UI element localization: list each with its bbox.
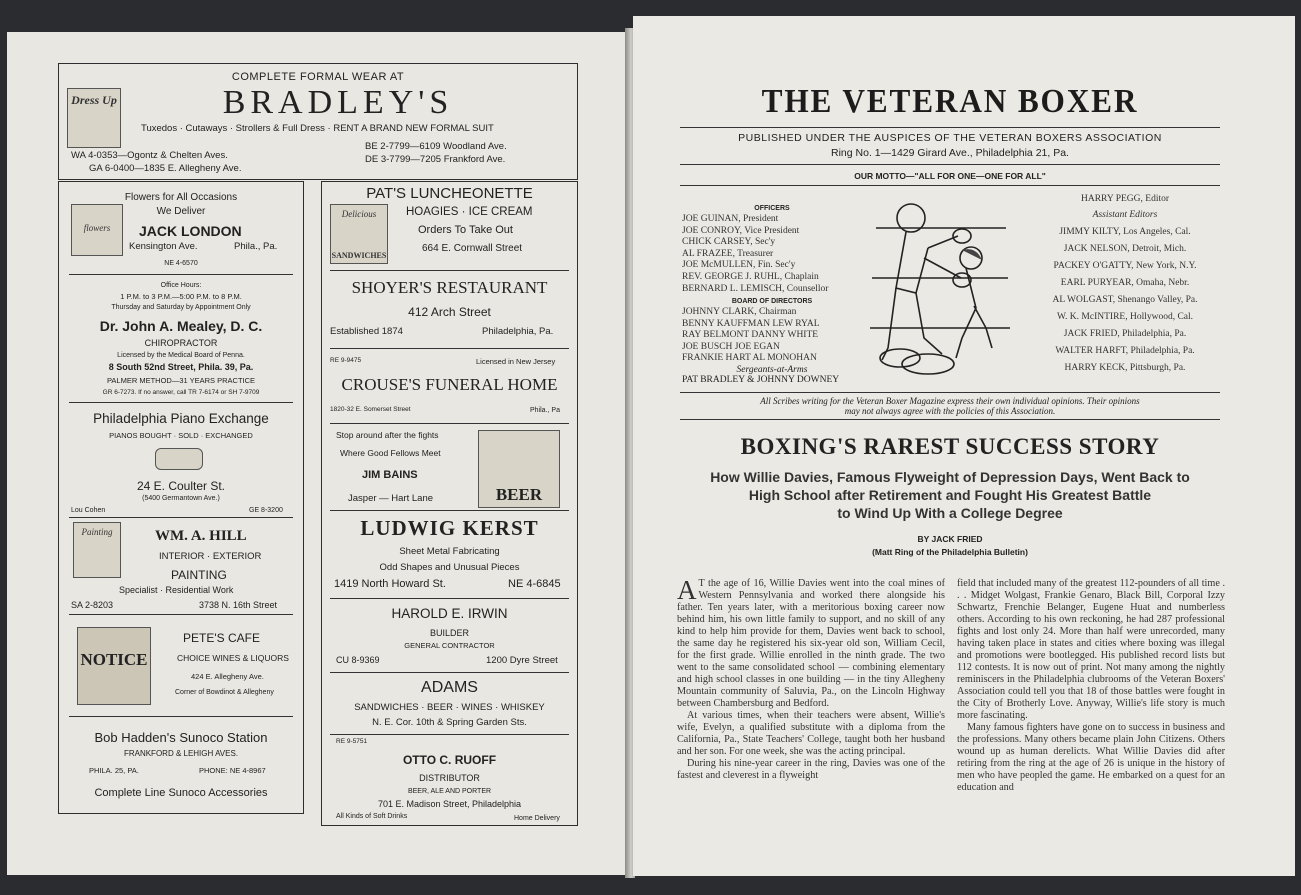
officers-list (682, 214, 828, 295)
ruoff-l2: BEER, ALE AND PORTER (407, 788, 492, 795)
divider (330, 270, 569, 271)
board-heading: BOARD OF DIRECTORS (731, 298, 813, 305)
byline-credit: (Matt Ring of the Philadelphia Bulletin) (872, 547, 1028, 557)
ruoff-name: OTTO C. RUOFF (402, 753, 497, 767)
adams-name: ADAMS (421, 679, 478, 696)
piano-addr2: (5400 Germantown Ave.) (142, 495, 220, 502)
disclaimer-line2: may not always agree with the policies of this Association. (844, 406, 1056, 416)
director: JOHNNY CLARK, Chairman (682, 307, 797, 317)
deck-line3: to Wind Up With a College Degree (837, 505, 1063, 521)
officer: JOE GUINAN, President (682, 214, 779, 224)
bains-addr: Jasper — Hart Lane (348, 493, 434, 504)
london-top2: We Deliver (156, 206, 206, 217)
sunoco-l1: FRANKFORD & LEHIGH AVES. (123, 749, 239, 758)
pats-l1: HOAGIES · ICE CREAM (406, 206, 533, 218)
article-paragraph: During his nine-year career in the ring, Davies was one of the fastest and cleverest in a flyweight (677, 758, 945, 781)
editor: HARRY PEGG, Editor (1080, 194, 1170, 204)
london-city: Phila., Pa. (234, 241, 278, 252)
divider (330, 510, 569, 511)
divider (330, 672, 569, 673)
divider (69, 614, 293, 615)
shoyer-name: SHOYER'S RESTAURANT (351, 278, 548, 297)
sandwiches-logo-text1: Delicious (341, 209, 377, 219)
london-phone: NE 4-6570 (164, 260, 198, 267)
london-top1: Flowers for All Occasions (124, 192, 238, 203)
hill-l1: INTERIOR · EXTERIOR (159, 551, 262, 562)
bradleys-sub: Tuxedos · Cutaways · Strollers & Full Dress · RENT A BRAND NEW FORMAL SUIT (141, 123, 494, 134)
kerst-name: LUDWIG KERST (360, 516, 539, 540)
editor: AL WOLGAST, Shenango Valley, Pa. (1052, 294, 1198, 305)
masthead: THE VETERAN BOXER (761, 83, 1139, 120)
mealey-h3: Thursday and Saturday by Appointment Only (111, 304, 251, 311)
hill-phone: SA 2-8203 (71, 600, 114, 610)
painting-logo (73, 522, 121, 578)
deck-line2: High School after Retirement and Fought His Greatest Battle (748, 487, 1152, 503)
editor: EARL PURYEAR, Omaha, Nebr. (1060, 277, 1190, 288)
headline: BOXING'S RAREST SUCCESS STORY (740, 434, 1160, 459)
pats-l2: Orders To Take Out (418, 224, 513, 236)
adams-l1: SANDWICHES · BEER · WINES · WHISKEY (354, 702, 545, 713)
petes-l3: Corner of Bowdinot & Allegheny (175, 689, 274, 696)
drop-cap: A (677, 578, 697, 605)
dress-up-logo-text: Dress Up (71, 93, 117, 107)
director: JOE BUSCH JOE EGAN (682, 341, 780, 352)
bains-name: JIM BAINS (362, 469, 418, 481)
sunoco-l2: PHILA. 25, PA. (89, 766, 139, 775)
divider (330, 734, 569, 735)
divider (69, 517, 293, 518)
piano-icon (155, 448, 203, 470)
irwin-phone: CU 8-9369 (336, 655, 380, 665)
hill-l3: Specialist · Residential Work (119, 585, 234, 595)
article-paragraph: Many famous fighters have gone on to success in business and the professions. Many others became plain John Citizens. Others wound up as human derelicts. What Willie Davies did after retiring from the ring at the age of 26 is unique in the history of men who have peopled the game. He embarked on a quest for an education and (957, 722, 1225, 793)
sunoco-foot: Complete Line Sunoco Accessories (94, 787, 268, 799)
dress-up-logo (67, 88, 121, 148)
bradleys-l1: WA 4-0353—Ogontz & Chelten Aves. (71, 150, 228, 161)
officer: JOE CONROY, Vice President (682, 225, 800, 236)
editor: JACK FRIED, Philadelphia, Pa. (1063, 328, 1187, 339)
disclaimer-line1: All Scribes writing for the Veteran Boxer Magazine express their own individual opinions. Their opinions (760, 396, 1140, 406)
rule (680, 392, 1220, 393)
crouse-phone: RE 9-9475 (330, 357, 362, 364)
sergeants-heading: Sergeants-at-Arms (736, 365, 808, 375)
rule (680, 164, 1220, 165)
director: FRANKIE HART AL MONOHAN (682, 353, 817, 364)
divider (69, 716, 293, 717)
bradleys-l2: GA 6-0400—1835 E. Allegheny Ave. (89, 163, 242, 174)
notice-logo (77, 627, 151, 705)
editor: WALTER HARFT, Philadelphia, Pa. (1055, 345, 1195, 356)
pats-l3: 664 E. Cornwall Street (422, 243, 523, 254)
mealey-title: CHIROPRACTOR (144, 338, 218, 348)
rule (680, 185, 1220, 186)
notice-logo-text: NOTICE (80, 650, 148, 669)
ruoff-f2: Home Delivery (514, 815, 560, 822)
mealey-method: PALMER METHOD—31 YEARS PRACTICE (106, 376, 256, 385)
crouse-city: Phila., Pa (530, 407, 560, 414)
middle-ad-column (321, 181, 578, 826)
sunoco-phone: PHONE: NE 4-8967 (199, 766, 266, 775)
piano-addr: 24 E. Coulter St. (136, 479, 226, 493)
officer: JOE McMULLEN, Fin. Sec'y (682, 260, 796, 271)
ruoff-addr: 701 E. Madison Street, Philadelphia (377, 799, 522, 809)
piano-name: Philadelphia Piano Exchange (93, 411, 269, 426)
article-paragraph (677, 578, 945, 710)
mealey-h2: 1 P.M. to 3 P.M.—5:00 P.M. to 8 P.M. (120, 292, 242, 301)
divider (330, 598, 569, 599)
kerst-phone: NE 4-6845 (508, 578, 561, 590)
irwin-addr: 1200 Dyre Street (486, 655, 558, 666)
divider (330, 348, 569, 349)
deck-line1: How Willie Davies, Famous Flyweight of Depression Days, Went Back to (710, 469, 1190, 485)
piano-phone: GE 8-3200 (249, 507, 283, 514)
editors-list (1030, 193, 1220, 377)
crouse-addr: 1820-32 E. Somerset Street (330, 406, 411, 413)
irwin-l1: BUILDER (429, 628, 469, 638)
article-paragraph: field that included many of the greatest 112-pounders of all time . . . Midget Wolgast, Frankie Genaro, Black Bill, Corporal Izzy Schwartz, Frenchie Belanger, Eugene Huat and numberless others. According to his own reckoning, he had 287 professional fights and lost only 24. More than half were unrecorded, many having taken place in states and cities where boxing was illegal and promotions were bootlegged. His published record lists but 112 contests. It is now out of print. Not many among the nightly reminiscers in the Philadelphia clubrooms of the Veteran Boxers' Association could tell you that 18 of those battles were fought in the City of Brotherly Love. Anyway, Willie's life story is much more fascinating. (957, 578, 1225, 721)
officers-heading: OFFICERS (754, 205, 790, 212)
sandwiches-logo (330, 204, 388, 264)
director: BENNY KAUFFMAN LEW RYAL (682, 318, 820, 329)
beer-logo (478, 430, 560, 508)
bradleys-name: BRADLEY'S (222, 84, 454, 121)
article-text: T the age of 16, Willie Davies went into the coal mines of Western Pennsylvania and worked there alongside his father. Ten years later, with a meritorious boxing career now behind him, his own little family to support, and no skill of any kind to help him provide for them, Davies went back to school, the same day he registered his six-year old son, William Cecil, for the first grade. Willie enrolled in the ninth grade. The two went to the same consolidated school — combining elementary and high school classes in one building — in the tiny Allegheny Mountain community of Saluvia, Pa., on the Lincoln Highway between Chambersburg and Bedford. (677, 578, 945, 709)
editor: JACK NELSON, Detroit, Mich. (1063, 243, 1187, 254)
editor: Assistant Editors (1092, 209, 1158, 220)
editor: JIMMY KILTY, Los Angeles, Cal. (1059, 226, 1191, 237)
london-name: JACK LONDON (139, 223, 242, 239)
flowers-logo (71, 204, 123, 256)
pub-line1: PUBLISHED UNDER THE AUSPICES OF THE VETERAN BOXERS ASSOCIATION (738, 132, 1162, 144)
painting-logo-text: Painting (81, 527, 113, 537)
bains-l2: Where Good Fellows Meet (340, 448, 441, 458)
officer: BERNARD L. LEMISCH, Counsellor (682, 283, 829, 294)
ruoff-l1: DISTRIBUTOR (419, 773, 480, 783)
hill-l2: PAINTING (171, 568, 227, 582)
mealey-phone: GR 6-7273. If no answer, call TR 7-6174 or SH 7-9709 (102, 389, 260, 396)
motto: OUR MOTTO—"ALL FOR ONE—ONE FOR ALL" (854, 171, 1046, 181)
irwin-l2: GENERAL CONTRACTOR (404, 641, 495, 650)
petes-name: PETE'S CAFE (183, 631, 260, 645)
divider (69, 274, 293, 275)
officer: REV. GEORGE J. RUHL, Chaplain (682, 271, 819, 282)
bradleys-top: COMPLETE FORMAL WEAR AT (231, 71, 405, 83)
sunoco-name: Bob Hadden's Sunoco Station (94, 730, 268, 745)
left-ad-column (58, 181, 304, 814)
officer: AL FRAZEE, Treasurer (682, 248, 774, 259)
mealey-lic: Licensed by the Medical Board of Penna. (117, 352, 245, 359)
sandwiches-logo-text2: SANDWICHES (331, 251, 387, 260)
shoyer-est: Established 1874 (330, 326, 403, 337)
article-paragraph: At various times, when their teachers were absent, Willie's wife, Evelyn, a qualified substitute with a diploma from the California, Pa., State Teachers' College, taught both her husband and her son. For one week, she was the acting principal. (677, 710, 945, 757)
bains-l1: Stop around after the fights (336, 430, 439, 440)
masthead-rule (680, 127, 1220, 128)
director: RAY BELMONT DANNY WHITE (682, 330, 819, 341)
editor: W. K. McINTIRE, Hollywood, Cal. (1056, 311, 1194, 322)
rule (680, 419, 1220, 420)
ruoff-phone: RE 9-5751 (336, 738, 368, 745)
crouse-lic: Licensed in New Jersey (476, 357, 556, 366)
flowers-logo-text: flowers (83, 223, 111, 233)
bradleys-ad (58, 63, 578, 180)
shoyer-addr: 412 Arch Street (408, 305, 491, 319)
article-column-2 (957, 578, 1225, 818)
crouse-name: CROUSE'S FUNERAL HOME (341, 375, 558, 394)
byline: BY JACK FRIED (917, 534, 983, 544)
pats-name: PAT'S LUNCHEONETTE (366, 185, 533, 202)
mealey-addr: 8 South 52nd Street, Phila. 39, Pa. (108, 362, 254, 372)
mealey-name: Dr. John A. Mealey, D. C. (99, 318, 263, 334)
divider (69, 402, 293, 403)
boxers-illustration (866, 188, 1012, 384)
article-column-1 (677, 578, 945, 818)
petes-l1: CHOICE WINES & LIQUORS (177, 653, 289, 663)
editor: HARRY KECK, Pittsburgh, Pa. (1064, 362, 1186, 373)
mealey-h1: Office Hours: (160, 282, 202, 289)
editor: PACKEY O'GATTY, New York, N.Y. (1053, 260, 1197, 271)
ruoff-f1: All Kinds of Soft Drinks (336, 813, 408, 820)
piano-sub: PIANOS BOUGHT · SOLD · EXCHANGED (109, 431, 253, 440)
petes-l2: 424 E. Allegheny Ave. (191, 672, 264, 681)
kerst-l1: Sheet Metal Fabricating (399, 546, 500, 557)
sergeants: PAT BRADLEY & JOHNNY DOWNEY (682, 375, 840, 385)
piano-owner: Lou Cohen (71, 507, 106, 514)
kerst-addr: 1419 North Howard St. (334, 578, 446, 590)
officer: CHICK CARSEY, Sec'y (682, 237, 776, 248)
pub-line2: Ring No. 1—1429 Girard Ave., Philadelphia 21, Pa. (831, 147, 1069, 159)
london-addr: Kensington Ave. (129, 241, 198, 252)
kerst-l2: Odd Shapes and Unusual Pieces (379, 562, 520, 573)
shoyer-city: Philadelphia, Pa. (482, 326, 554, 337)
divider (330, 423, 569, 424)
irwin-name: HAROLD E. IRWIN (391, 606, 508, 621)
bradleys-r2: DE 3-7799—7205 Frankford Ave. (365, 154, 506, 165)
hill-addr: 3738 N. 16th Street (199, 600, 278, 610)
hill-name: WM. A. HILL (155, 528, 247, 544)
beer-logo-text: BEER (495, 485, 543, 504)
board-list (682, 307, 820, 365)
adams-l2: N. E. Cor. 10th & Spring Garden Sts. (372, 717, 527, 728)
bradleys-r1: BE 2-7799—6109 Woodland Ave. (365, 141, 507, 152)
